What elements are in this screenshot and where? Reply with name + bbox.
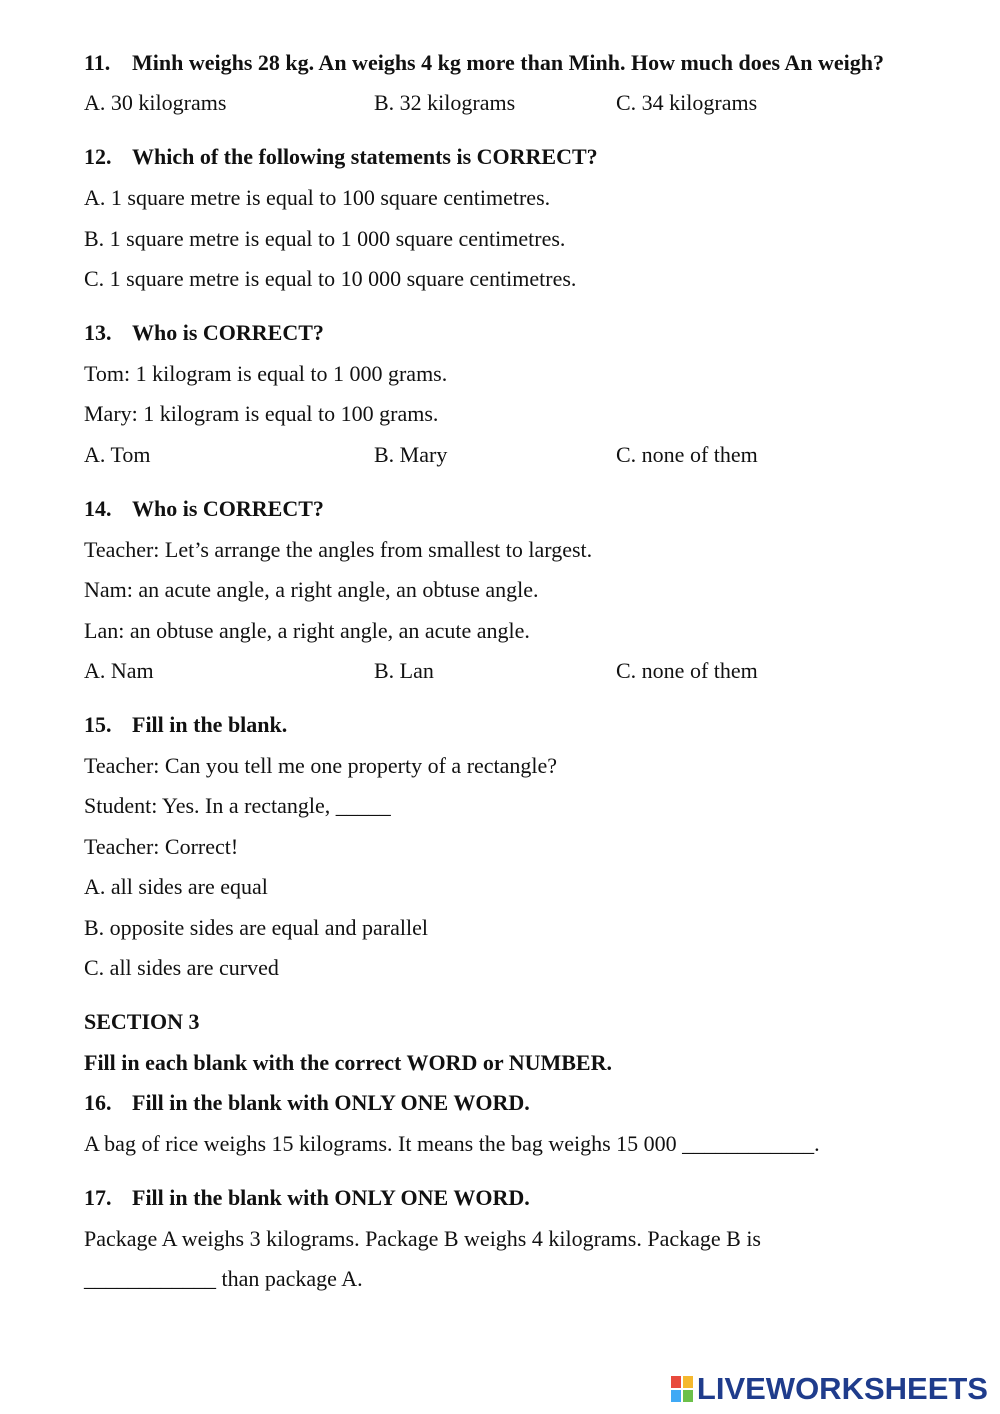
question-number: 11. xyxy=(84,50,111,75)
q14-option-c: C. none of them xyxy=(616,658,758,683)
q14-line-teacher: Teacher: Let’s arrange the angles from smallest to largest. xyxy=(84,537,593,562)
question-text: Who is CORRECT? xyxy=(132,320,324,345)
question-16 xyxy=(84,1090,530,1116)
q11-option-b: B. 32 kilograms xyxy=(374,90,516,115)
q15-option-a: A. all sides are equal xyxy=(84,874,268,899)
q13-option-c: C. none of them xyxy=(616,442,758,467)
liveworksheets-logo-icon xyxy=(671,1376,693,1402)
q17-sentence-line-2: ____________ than package A. xyxy=(84,1266,363,1291)
question-number: 13. xyxy=(84,320,112,345)
q14-line-nam: Nam: an acute angle, a right angle, an obtuse angle. xyxy=(84,577,539,602)
question-text: Fill in the blank with ONLY ONE WORD. xyxy=(132,1090,530,1115)
q11-option-a: A. 30 kilograms xyxy=(84,90,227,115)
q12-option-a: A. 1 square metre is equal to 100 square centimetres. xyxy=(84,185,551,210)
logo-text: LIVEWORKSHEETS xyxy=(696,1371,988,1407)
question-17 xyxy=(84,1185,530,1211)
q13-option-a: A. Tom xyxy=(84,442,151,467)
q15-line-teacher-correct: Teacher: Correct! xyxy=(84,834,239,859)
question-number: 12. xyxy=(84,144,112,169)
q14-option-b: B. Lan xyxy=(374,658,434,683)
section-3-title: SECTION 3 xyxy=(84,1009,200,1034)
question-text: Fill in the blank with ONLY ONE WORD. xyxy=(132,1185,530,1210)
q13-option-b: B. Mary xyxy=(374,442,448,467)
q14-option-a: A. Nam xyxy=(84,658,154,683)
q15-line-student: Student: Yes. In a rectangle, _____ xyxy=(84,793,391,818)
question-number: 15. xyxy=(84,712,112,737)
q15-line-teacher-question: Teacher: Can you tell me one property of a rectangle? xyxy=(84,753,558,778)
question-text: Fill in the blank. xyxy=(132,712,288,737)
question-13 xyxy=(84,320,324,346)
liveworksheets-logo xyxy=(671,1372,988,1406)
q15-option-b: B. opposite sides are equal and parallel xyxy=(84,915,428,940)
question-14 xyxy=(84,496,324,522)
question-15 xyxy=(84,712,287,738)
question-text: Who is CORRECT? xyxy=(132,496,324,521)
q14-line-lan: Lan: an obtuse angle, a right angle, an acute angle. xyxy=(84,618,530,643)
q16-sentence: A bag of rice weighs 15 kilograms. It means the bag weighs 15 000 ____________. xyxy=(84,1131,820,1156)
question-number: 14. xyxy=(84,496,112,521)
section-3-instruction: Fill in each blank with the correct WORD or NUMBER. xyxy=(84,1050,612,1075)
q11-option-c: C. 34 kilograms xyxy=(616,90,758,115)
question-11 xyxy=(84,50,884,76)
q17-sentence-line-1: Package A weighs 3 kilograms. Package B weighs 4 kilograms. Package B is xyxy=(84,1226,761,1251)
q12-option-c: C. 1 square metre is equal to 10 000 square centimetres. xyxy=(84,266,577,291)
question-text: Minh weighs 28 kg. An weighs 4 kg more than Minh. How much does An weigh? xyxy=(132,50,884,75)
question-12 xyxy=(84,144,598,170)
q13-line-mary: Mary: 1 kilogram is equal to 100 grams. xyxy=(84,401,439,426)
question-number: 17. xyxy=(84,1185,112,1210)
q13-line-tom: Tom: 1 kilogram is equal to 1 000 grams. xyxy=(84,361,448,386)
question-text: Which of the following statements is CORRECT? xyxy=(132,144,598,169)
q12-option-b: B. 1 square metre is equal to 1 000 square centimetres. xyxy=(84,226,566,251)
question-number: 16. xyxy=(84,1090,112,1115)
q15-option-c: C. all sides are curved xyxy=(84,955,279,980)
